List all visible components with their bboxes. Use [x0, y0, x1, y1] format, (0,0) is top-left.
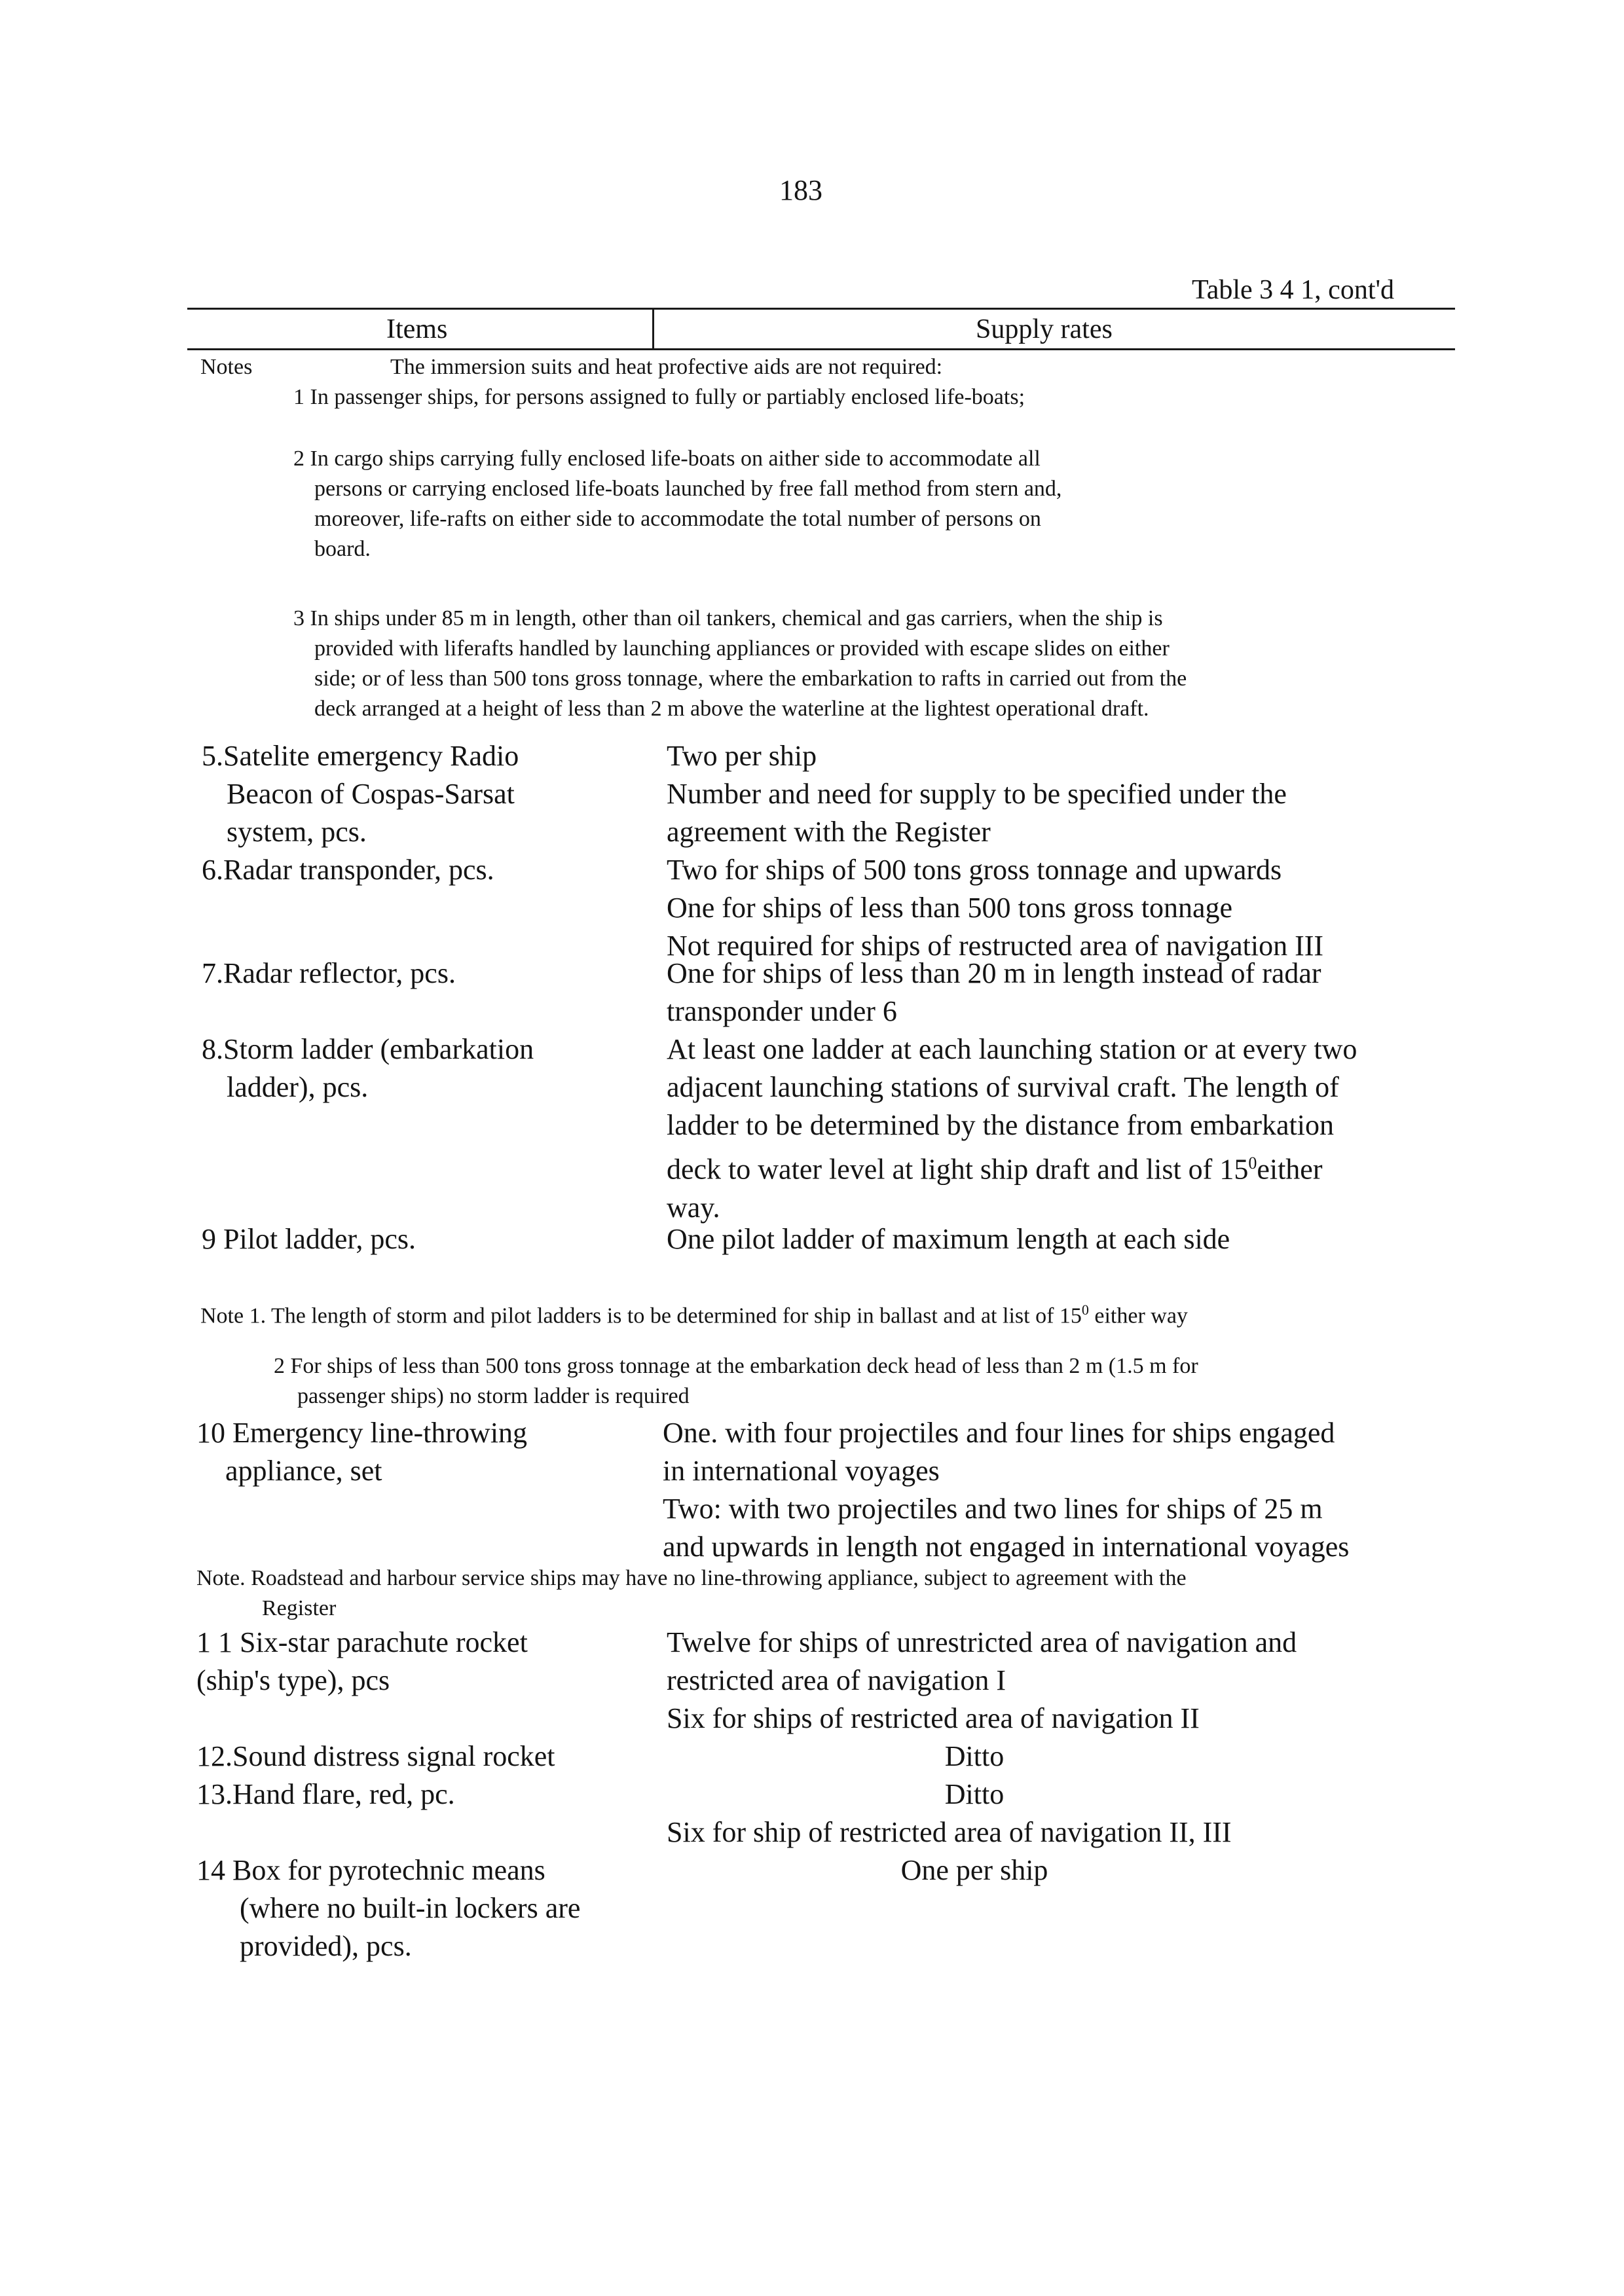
rate-line: At least one ladder at each launching station or at every two — [667, 1033, 1357, 1065]
note-3-line: 3 In ships under 85 m in length, other than oil tankers, chemical and gas carriers, when the ship is — [293, 606, 1163, 630]
item-7-name — [202, 955, 456, 993]
rate-line: One. with four projectiles and four lines for ships engaged — [663, 1417, 1335, 1449]
page-number: 183 — [779, 174, 822, 206]
ladder-note-1 — [200, 1295, 1188, 1331]
rate-line: One for ships of less than 500 tons gross tonnage — [667, 892, 1233, 924]
rate-line: Number and need for supply to be specified under the — [667, 778, 1287, 810]
item-12-rate: Ditto — [944, 1740, 1005, 1772]
header-supply-rates: Supply rates — [976, 314, 1113, 344]
note-3-line: provided with liferafts handled by launching appliances or provided with escape slides on either — [314, 636, 1170, 661]
rate-line: One pilot ladder of maximum length at each side — [667, 1223, 1230, 1255]
note-2-line: moreover, life-rafts on either side to accommodate the total number of persons on — [314, 507, 1041, 531]
rate-line: in international voyages — [663, 1455, 940, 1487]
item-6-name — [202, 851, 494, 889]
rate-line: Two: with two projectiles and two lines for ships of 25 m — [663, 1493, 1323, 1525]
note-line: Note. Roadstead and harbour service ships may have no line-throwing appliance, subject to agreement with the — [196, 1566, 1187, 1590]
item-name-line: 9 Pilot ladder, pcs. — [202, 1223, 416, 1255]
column-divider — [652, 308, 654, 348]
item-13-rate-ditto: Ditto — [944, 1778, 1005, 1810]
item-13-rate: Six for ship of restricted area of navigation II, III — [667, 1816, 1232, 1848]
item-14-rate: One per ship — [900, 1854, 1048, 1886]
item-8-rate — [667, 1030, 1357, 1227]
item-10-rate — [663, 1414, 1349, 1566]
note-2-line: persons or carrying enclosed life-boats launched by free fall method from stern and, — [314, 477, 1062, 501]
rate-line: Two per ship — [667, 740, 817, 772]
item-name-line: 1 1 Six-star parachute rocket — [196, 1626, 528, 1658]
note-1: 1 In passenger ships, for persons assigned to fully or partiably enclosed life-boats; — [293, 385, 1025, 409]
rate-line: transponder under 6 — [667, 995, 897, 1027]
note-2-line: 2 In cargo ships carrying fully enclosed life-boats on aither side to accommodate all — [293, 446, 1041, 471]
item-13-name: 13.Hand flare, red, pc. — [196, 1778, 455, 1810]
item-7-rate — [667, 955, 1321, 1030]
rate-line: Two for ships of 500 tons gross tonnage and upwards — [667, 854, 1282, 886]
note-text: either way — [1088, 1303, 1188, 1328]
item-name-line: 10 Emergency line-throwing — [196, 1417, 528, 1449]
degree-superscript: 0 — [1081, 1302, 1089, 1318]
item-10-name — [196, 1414, 527, 1490]
rate-line: adjacent launching stations of survival craft. The length of — [667, 1071, 1339, 1103]
degree-superscript: 0 — [1248, 1154, 1257, 1173]
rate-line: agreement with the Register — [667, 816, 991, 848]
note-line: 2 For ships of less than 500 tons gross tonnage at the embarkation deck head of less than 2 m (1.5 m for — [274, 1354, 1198, 1378]
ladder-note-2 — [274, 1351, 1198, 1412]
note-line: passenger ships) no storm ladder is required — [297, 1384, 690, 1408]
note-3-line: side; or of less than 500 tons gross tonnage, where the embarkation to rafts in carried out from the — [314, 666, 1187, 691]
header-bottom-rule — [187, 348, 1455, 350]
rate-line: way. — [667, 1191, 720, 1224]
note-3-line: deck arranged at a height of less than 2 m above the waterline at the lightest operational draft. — [314, 697, 1149, 721]
item-12-name: 12.Sound distress signal rocket — [196, 1740, 555, 1772]
item-5-name — [202, 737, 519, 851]
note-text: Note 1. The length of storm and pilot ladders is to be determined for ship in ballast and at list of 15 — [200, 1303, 1082, 1328]
item-9-rate — [667, 1220, 1230, 1258]
rate-line: and upwards in length not engaged in international voyages — [663, 1531, 1350, 1563]
header-items: Items — [386, 314, 448, 344]
roadstead-note — [196, 1563, 1187, 1624]
item-name-line: system, pcs. — [227, 816, 367, 848]
notes-label: Notes — [200, 355, 253, 379]
item-name-line: Beacon of Cospas-Sarsat — [227, 778, 515, 810]
item-9-name — [202, 1220, 416, 1258]
note-2-line: board. — [314, 537, 371, 561]
table-caption: Table 3 4 1, cont'd — [1192, 275, 1395, 305]
item-name-line: 8.Storm ladder (embarkation — [202, 1033, 534, 1065]
rate-line — [667, 1144, 1357, 1189]
item-6-rate — [667, 851, 1323, 965]
table-top-rule — [187, 308, 1455, 310]
item-name-line: 5.Satelite emergency Radio — [202, 740, 519, 772]
item-name-line: (where no built-in lockers are — [240, 1892, 581, 1924]
note-line: Register — [262, 1596, 337, 1620]
note-3 — [293, 604, 1187, 724]
rate-line: One for ships of less than 20 m in length instead of radar — [667, 957, 1321, 989]
rate-line: ladder to be determined by the distance from embarkation — [667, 1109, 1334, 1141]
rate-line: Not required for ships of restructed area of navigation III — [667, 930, 1324, 962]
item-name-line: ladder), pcs. — [227, 1071, 369, 1103]
item-14-name — [196, 1851, 580, 1965]
rate-text: deck to water level at light ship draft and list of 15 — [667, 1153, 1249, 1186]
item-8-name — [202, 1030, 534, 1106]
note-2 — [293, 444, 1061, 564]
rate-line: Six for ships of restricted area of navigation II — [667, 1702, 1200, 1734]
item-name-line: 6.Radar transponder, pcs. — [202, 854, 494, 886]
rate-line: Twelve for ships of unrestricted area of navigation and — [667, 1626, 1297, 1658]
item-name-line: 7.Radar reflector, pcs. — [202, 957, 456, 989]
rate-text: either — [1257, 1153, 1323, 1186]
item-name-line: (ship's type), pcs — [196, 1664, 390, 1696]
notes-intro: The immersion suits and heat profective aids are not required: — [390, 355, 943, 379]
rate-line: restricted area of navigation I — [667, 1664, 1006, 1696]
item-11-name — [196, 1624, 528, 1700]
item-name-line: appliance, set — [225, 1455, 382, 1487]
item-name-line: 14 Box for pyrotechnic means — [196, 1854, 545, 1886]
item-name-line: provided), pcs. — [240, 1930, 412, 1962]
item-5-rate — [667, 737, 1287, 851]
item-11-rate — [667, 1624, 1297, 1738]
